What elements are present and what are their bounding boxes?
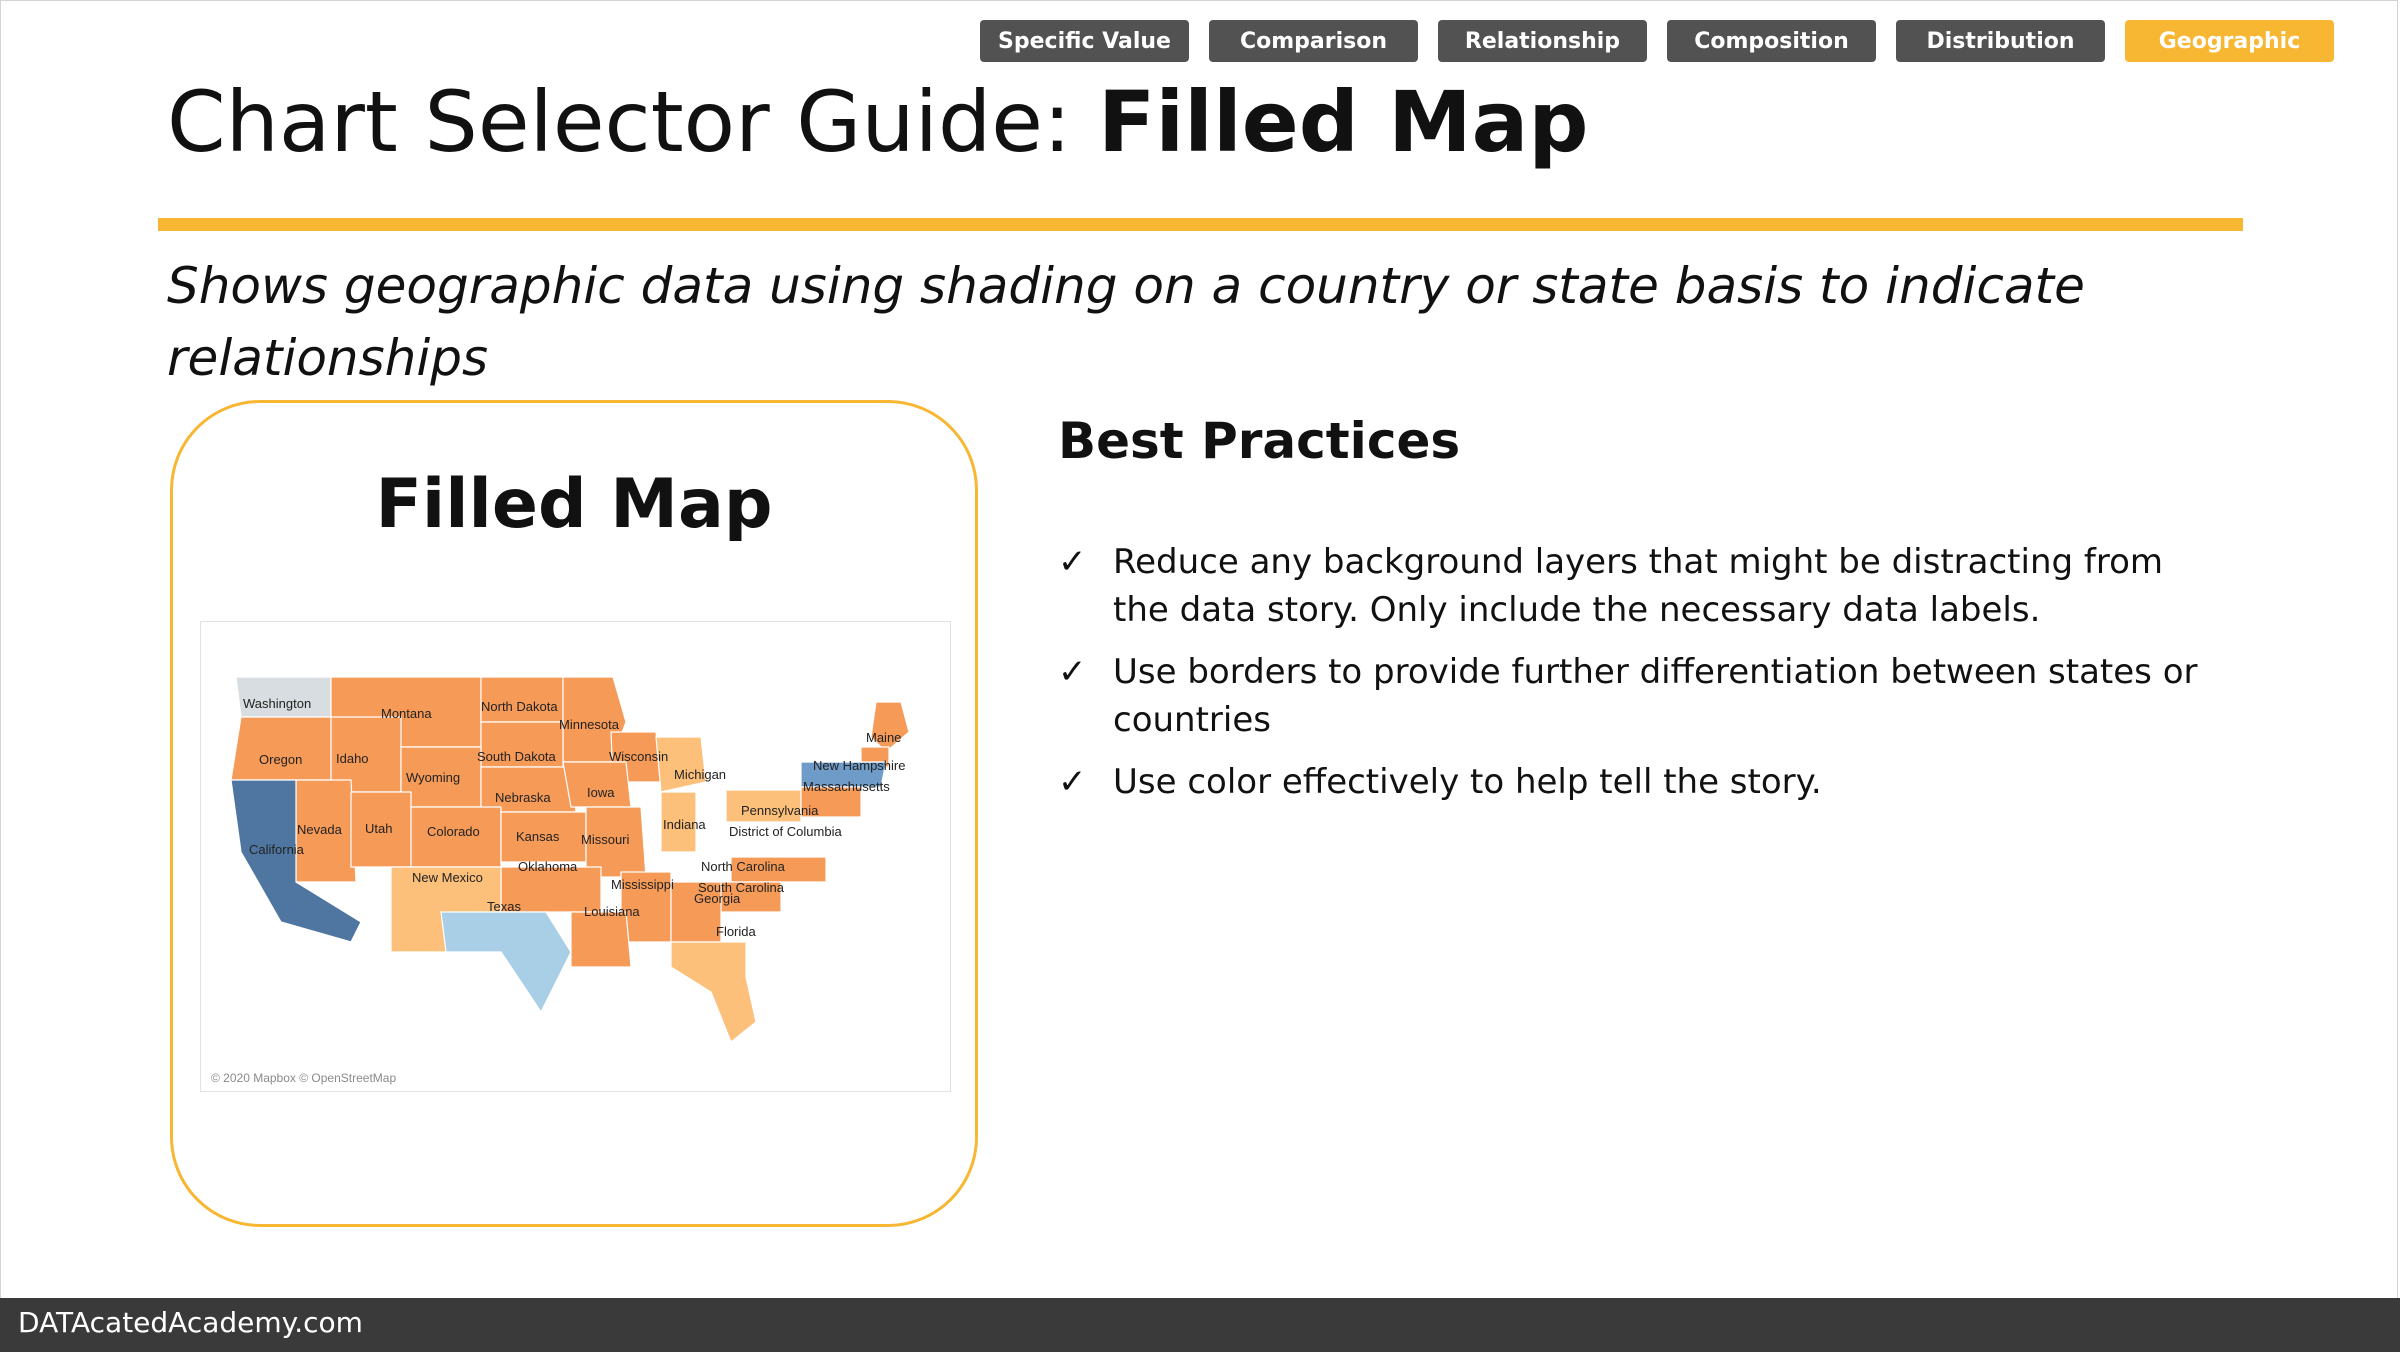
state-label: Colorado	[427, 824, 480, 839]
state-shape	[231, 717, 331, 780]
state-shape	[671, 942, 756, 1042]
best-practice-text: Use color effectively to help tell the story.	[1113, 762, 1822, 802]
state-label: South Carolina	[698, 880, 784, 895]
state-label: Maine	[866, 730, 902, 745]
state-shape	[441, 912, 571, 1012]
chart-example-card	[170, 400, 978, 1227]
list-item	[1058, 648, 2208, 744]
map-attribution: © 2020 Mapbox © OpenStreetMap	[211, 1071, 397, 1085]
footer-bar	[0, 1298, 2400, 1352]
page-title	[167, 73, 1589, 171]
checkmark-icon: ✓	[1058, 762, 1087, 802]
state-label: Minnesota	[559, 717, 619, 732]
state-shape	[656, 737, 706, 792]
card-title: Filled Map	[375, 465, 773, 544]
state-label: Missouri	[581, 832, 630, 847]
state-label: Texas	[487, 899, 521, 914]
state-label: California	[249, 842, 304, 857]
state-label: Georgia	[694, 891, 741, 906]
state-label: Michigan	[674, 767, 727, 782]
state-label: Massachusetts	[803, 779, 890, 794]
footer-site-name: DATAcatedAcademy.com	[18, 1306, 363, 1339]
state-label: Nevada	[297, 822, 342, 837]
state-label: Idaho	[336, 751, 369, 766]
state-label: Louisiana	[584, 904, 640, 919]
tab-specific-value[interactable]: Specific Value	[980, 20, 1189, 62]
title-prefix: Chart Selector Guide:	[167, 73, 1098, 171]
title-chart-name: Filled Map	[1097, 73, 1589, 171]
state-label: Iowa	[587, 785, 615, 800]
state-label: Oklahoma	[518, 859, 578, 874]
us-filled-map	[201, 622, 950, 1091]
filled-map-image	[200, 621, 951, 1092]
state-shape	[571, 912, 631, 967]
title-underline	[158, 218, 2243, 231]
state-label: New Hampshire	[813, 758, 906, 773]
state-label: Wisconsin	[609, 749, 669, 764]
state-label: North Dakota	[481, 699, 558, 714]
tab-distribution[interactable]: Distribution	[1896, 20, 2105, 62]
state-label: South Dakota	[477, 749, 556, 764]
list-item	[1058, 538, 2208, 634]
best-practices-heading: Best Practices	[1058, 412, 1461, 470]
state-label: Nebraska	[495, 790, 551, 805]
tab-relationship[interactable]: Relationship	[1438, 20, 1647, 62]
checkmark-icon: ✓	[1058, 652, 1087, 692]
tab-composition[interactable]: Composition	[1667, 20, 1876, 62]
state-label: Washington	[243, 696, 312, 711]
list-item	[1058, 758, 2208, 806]
checkmark-icon: ✓	[1058, 542, 1087, 582]
tab-geographic[interactable]: Geographic	[2125, 20, 2334, 62]
state-label: New Mexico	[412, 870, 483, 885]
page-subtitle: Shows geographic data using shading on a country or state basis to indicate relationships	[167, 257, 2085, 387]
best-practices-list	[1058, 538, 2208, 820]
state-label: Pennsylvania	[741, 803, 819, 818]
chart-category-nav	[980, 20, 2334, 62]
state-label: Oregon	[259, 752, 303, 767]
best-practice-text: Reduce any background layers that might be distracting from the data story. Only include the necessary data labels.	[1113, 542, 2164, 630]
state-label: District of Columbia	[729, 824, 842, 839]
state-label: Wyoming	[406, 770, 461, 785]
state-label: Montana	[381, 706, 432, 721]
state-label: Mississippi	[611, 877, 674, 892]
state-label: Kansas	[516, 829, 560, 844]
state-label: Florida	[716, 924, 756, 939]
state-label: Indiana	[663, 817, 706, 832]
tab-comparison[interactable]: Comparison	[1209, 20, 1418, 62]
state-label: North Carolina	[701, 859, 785, 874]
best-practice-text: Use borders to provide further differentiation between states or countries	[1113, 652, 2198, 740]
state-label: Utah	[365, 821, 393, 836]
